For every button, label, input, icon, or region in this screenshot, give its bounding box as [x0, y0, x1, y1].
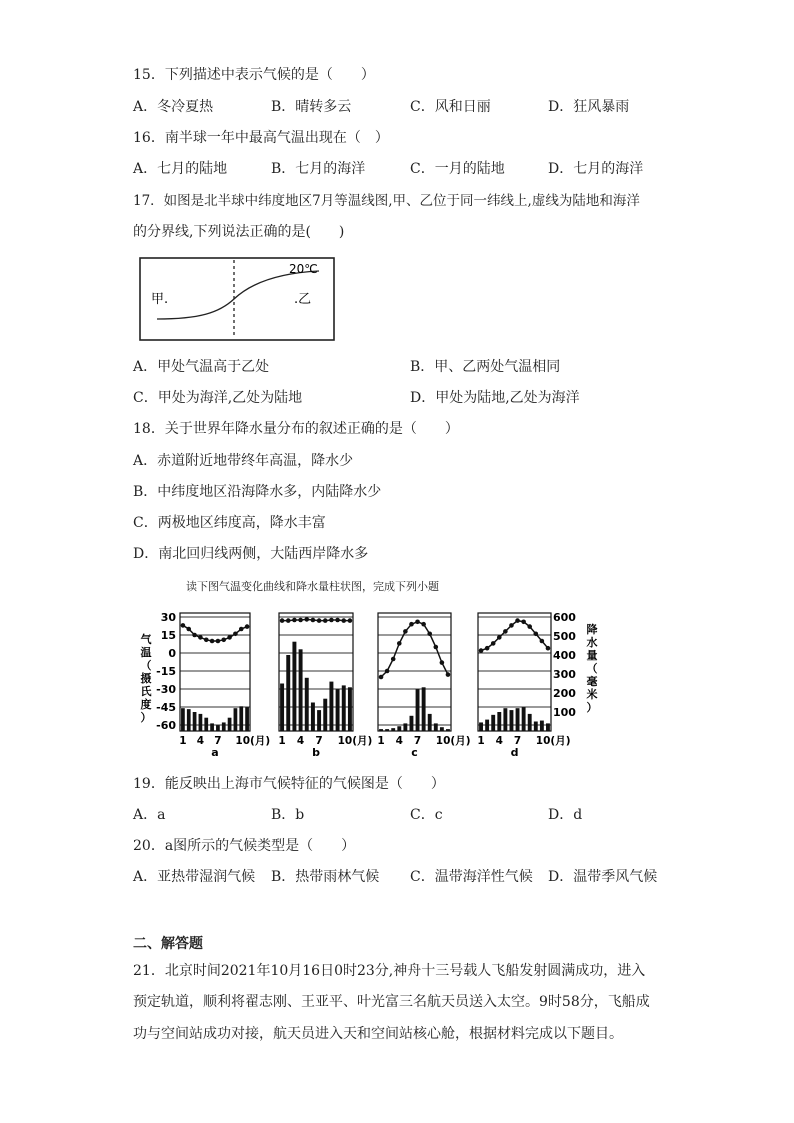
precip-bar — [422, 687, 426, 731]
temperature-point — [221, 638, 226, 643]
precip-bar — [317, 710, 321, 731]
temperature-point — [311, 618, 316, 623]
temp-axis-title-char: 气 — [140, 633, 152, 646]
climate-charts — [140, 603, 600, 758]
precip-tick-label: 100 — [553, 706, 576, 719]
precip-bar — [485, 720, 489, 731]
temperature-point — [546, 646, 551, 651]
precip-bar — [199, 714, 203, 731]
precip-bar — [323, 699, 327, 731]
temperature-point — [503, 629, 508, 634]
precip-bar — [187, 709, 191, 731]
precip-bar — [286, 655, 290, 731]
question-17-stem-line2: 的分界线,下列说法正确的是( ) — [133, 224, 345, 240]
month-tick-label: 4 — [495, 735, 503, 747]
temperature-point — [409, 622, 414, 627]
month-tick-label: 4 — [296, 735, 305, 747]
month-tick-label: 7 — [214, 735, 222, 747]
chart-id-label: c — [411, 746, 418, 758]
precip-bar — [510, 710, 514, 731]
temperature-point — [446, 672, 451, 677]
temperature-point — [286, 618, 291, 623]
temp-tick-label: 30 — [160, 611, 176, 624]
temperature-point — [181, 623, 186, 628]
precip-tick-label: 200 — [553, 687, 576, 700]
temperature-point — [198, 635, 203, 640]
month-tick-label: 7 — [513, 735, 522, 747]
precip-bar — [239, 706, 243, 731]
q17-option-b[interactable]: B．甲、乙两处气温相同 — [410, 359, 561, 375]
precip-bar — [193, 712, 197, 731]
precip-axis-title-char: 量 — [586, 649, 598, 662]
month-tick-label: 7 — [315, 735, 323, 747]
q19-option-a[interactable]: A．a — [133, 807, 166, 823]
precip-bar — [546, 723, 550, 731]
precip-bar — [497, 712, 501, 731]
precip-axis-title-char: 米 — [586, 688, 598, 701]
temperature-point — [427, 632, 432, 637]
temperature-point — [323, 618, 328, 623]
temp-axis-title-char: 度 — [140, 698, 152, 711]
q16-option-b[interactable]: B．七月的海洋 — [271, 161, 366, 177]
precip-bar — [216, 725, 220, 731]
question-21-line3: 功与空间站成功对接，航天员进入天和空间站核心舱，根据材料完成以下题目。 — [133, 1026, 623, 1042]
precip-bar — [403, 723, 407, 731]
q19-option-c[interactable]: C．c — [410, 807, 443, 823]
chart-id-label: b — [312, 746, 320, 758]
temperature-point — [210, 639, 215, 644]
question-17-stem-line1: 17．如图是北半球中纬度地区7月等温线图,甲、乙位于同一纬线上,虚线为陆地和海洋 — [133, 193, 640, 209]
question-16-stem: 16．南半球一年中最高气温出现在（ ） — [133, 130, 389, 146]
temperature-point — [227, 635, 232, 640]
temp-axis-title-char: 摄 — [140, 672, 152, 685]
temperature-point — [280, 618, 285, 623]
q15-option-c[interactable]: C．风和日丽 — [410, 99, 491, 115]
q15-option-a[interactable]: A．冬冷夏热 — [133, 99, 214, 115]
temperature-point — [527, 624, 532, 629]
precip-bar — [434, 723, 438, 731]
precip-bar — [292, 642, 296, 731]
q16-option-c[interactable]: C．一月的陆地 — [410, 161, 505, 177]
question-20-stem: 20．a图所示的气候类型是（ ） — [133, 838, 356, 854]
q18-option-b[interactable]: B．中纬度地区沿海降水多，内陆降水少 — [133, 484, 382, 500]
precip-bar — [222, 722, 226, 731]
month-tick-label: 4 — [196, 735, 205, 747]
temp-axis-title-char: 氏 — [140, 685, 152, 698]
temperature-point — [485, 646, 490, 651]
chart-frame — [478, 613, 551, 731]
q20-option-b[interactable]: B．热带雨林气候 — [271, 869, 380, 885]
month-tick-label: 10(月) — [435, 735, 471, 747]
section-heading: 二、解答题 — [133, 936, 203, 952]
temperature-point — [379, 675, 384, 680]
temperature-point — [509, 623, 514, 628]
precip-bar — [528, 714, 532, 731]
precip-tick-label: 600 — [553, 611, 576, 624]
precip-bar — [210, 723, 214, 731]
temperature-point — [433, 645, 438, 650]
precip-bar — [311, 703, 315, 732]
temperature-point — [479, 648, 484, 653]
precip-axis-title-char: 水 — [586, 636, 598, 649]
precip-bar — [299, 649, 303, 731]
temperature-point — [186, 627, 191, 632]
precip-bar — [428, 714, 432, 731]
question-21-line1: 21．北京时间2021年10月16日0时23分,神舟十三号载人飞船发射圆满成功，进入 — [133, 963, 646, 979]
temperature-point — [415, 620, 420, 625]
precip-bar — [410, 716, 414, 731]
figure-caption: 读下图气温变化曲线和降水量柱状图，完成下列小题 — [186, 580, 439, 593]
precip-bar — [516, 708, 520, 731]
temp-tick-label: 15 — [160, 629, 176, 642]
temperature-point — [245, 624, 250, 629]
temperature-line — [481, 621, 548, 651]
month-tick-label: 10(月) — [235, 735, 271, 747]
q17-option-a[interactable]: A．甲处气温高于乙处 — [133, 359, 270, 375]
precip-bar — [479, 722, 483, 731]
q18-option-c[interactable]: C．两极地区纬度高，降水丰富 — [133, 515, 326, 531]
precip-bar — [491, 715, 495, 731]
temperature-point — [335, 618, 340, 623]
q18-option-a[interactable]: A．赤道附近地带终年高温，降水少 — [133, 453, 354, 469]
precip-bar — [234, 708, 238, 731]
label-jia: 甲. — [151, 292, 169, 307]
temp-tick-label: -60 — [156, 719, 176, 732]
month-tick-label: 1 — [278, 735, 286, 747]
label-yi: .乙 — [294, 292, 312, 307]
q20-option-d[interactable]: D．温带季风气候 — [548, 869, 658, 885]
temperature-point — [304, 617, 309, 622]
temperature-point — [491, 641, 496, 646]
temp-axis-title-char: （ — [140, 659, 152, 672]
q17-option-d[interactable]: D．甲处为陆地,乙处为海洋 — [410, 390, 580, 406]
temperature-point — [497, 635, 502, 640]
precip-bar — [540, 721, 544, 731]
temp-axis-title-char: 温 — [140, 646, 152, 659]
temperature-point — [348, 618, 353, 623]
isotherm-figure — [139, 257, 335, 341]
precip-bar — [336, 689, 340, 731]
temperature-point — [540, 639, 545, 644]
month-tick-label: 1 — [377, 735, 385, 747]
temperature-point — [515, 618, 520, 623]
precip-bar — [342, 685, 346, 731]
temperature-point — [204, 638, 209, 643]
q18-option-d[interactable]: D．南北回归线两侧，大陆西岸降水多 — [133, 546, 369, 562]
month-tick-label: 10(月) — [337, 735, 373, 747]
precip-tick-label: 300 — [553, 668, 576, 681]
temperature-point — [391, 657, 396, 662]
q16-option-a[interactable]: A．七月的陆地 — [133, 161, 228, 177]
temperature-point — [329, 618, 334, 623]
month-tick-label: 1 — [477, 735, 485, 747]
temperature-point — [216, 639, 221, 644]
month-tick-label: 4 — [395, 735, 403, 747]
q17-option-c[interactable]: C．甲处为海洋,乙处为陆地 — [133, 390, 303, 406]
temperature-point — [298, 618, 303, 623]
month-tick-label: 1 — [179, 735, 187, 747]
temperature-point — [533, 632, 538, 637]
temperature-point — [317, 618, 322, 623]
precip-bar — [228, 718, 232, 731]
precip-bar — [204, 718, 208, 731]
precip-tick-label: 400 — [553, 649, 576, 662]
temp-axis-title-char: ） — [140, 711, 152, 724]
temperature-point — [385, 669, 390, 674]
temperature-point — [421, 622, 426, 627]
isotherm-value: 20℃ — [289, 262, 318, 276]
q15-option-d[interactable]: D．狂风暴雨 — [548, 99, 630, 115]
temperature-point — [397, 641, 402, 646]
precip-bar — [181, 708, 185, 731]
precip-bar — [245, 707, 249, 731]
question-19-stem: 19．能反映出上海市气候特征的气候图是（ ） — [133, 776, 445, 792]
question-15-stem: 15．下列描述中表示气候的是（ ） — [133, 67, 375, 83]
temp-tick-label: -15 — [156, 665, 176, 678]
temperature-line — [381, 622, 448, 677]
temp-tick-label: -30 — [156, 683, 176, 696]
precip-bar — [416, 689, 420, 731]
q20-option-a[interactable]: A．亚热带湿润气候 — [133, 869, 256, 885]
temperature-point — [292, 618, 297, 623]
month-tick-label: 7 — [413, 735, 422, 747]
question-18-stem: 18．关于世界年降水量分布的叙述正确的是（ ） — [133, 421, 459, 437]
chart-id-label: d — [510, 746, 519, 758]
temp-tick-label: 0 — [168, 647, 176, 660]
question-21-line2: 预定轨道，顺利将翟志刚、王亚平、叶光富三名航天员送入太空。9时58分，飞船成 — [133, 994, 650, 1010]
temperature-point — [192, 633, 197, 638]
precip-bar — [280, 684, 284, 732]
chart-id-label: a — [211, 746, 219, 758]
q19-option-b[interactable]: B．b — [271, 807, 305, 823]
q20-option-c[interactable]: C．温带海洋性气候 — [410, 869, 533, 885]
precip-axis-title-char: 降 — [586, 623, 598, 636]
precip-axis-title-char: 毫 — [586, 675, 598, 688]
precip-bar — [503, 708, 507, 731]
temperature-point — [521, 620, 526, 625]
precip-bar — [522, 707, 526, 731]
temperature-point — [440, 660, 445, 665]
month-tick-label: 10(月) — [535, 735, 571, 747]
precip-bar — [397, 726, 401, 731]
precip-axis-title-char: ） — [586, 701, 598, 714]
q16-option-d[interactable]: D．七月的海洋 — [548, 161, 644, 177]
precip-tick-label: 500 — [553, 630, 576, 643]
temp-tick-label: -45 — [156, 701, 176, 714]
q19-option-d[interactable]: D．d — [548, 807, 583, 823]
precip-bar — [329, 682, 333, 731]
q15-option-b[interactable]: B．晴转多云 — [271, 99, 352, 115]
temperature-point — [239, 627, 244, 632]
precip-axis-title-char: （ — [586, 662, 598, 675]
precip-bar — [305, 678, 309, 731]
precip-bar — [534, 722, 538, 732]
precip-bar — [348, 687, 352, 731]
temperature-point — [341, 618, 346, 623]
temperature-point — [233, 632, 238, 637]
temperature-point — [403, 629, 408, 634]
